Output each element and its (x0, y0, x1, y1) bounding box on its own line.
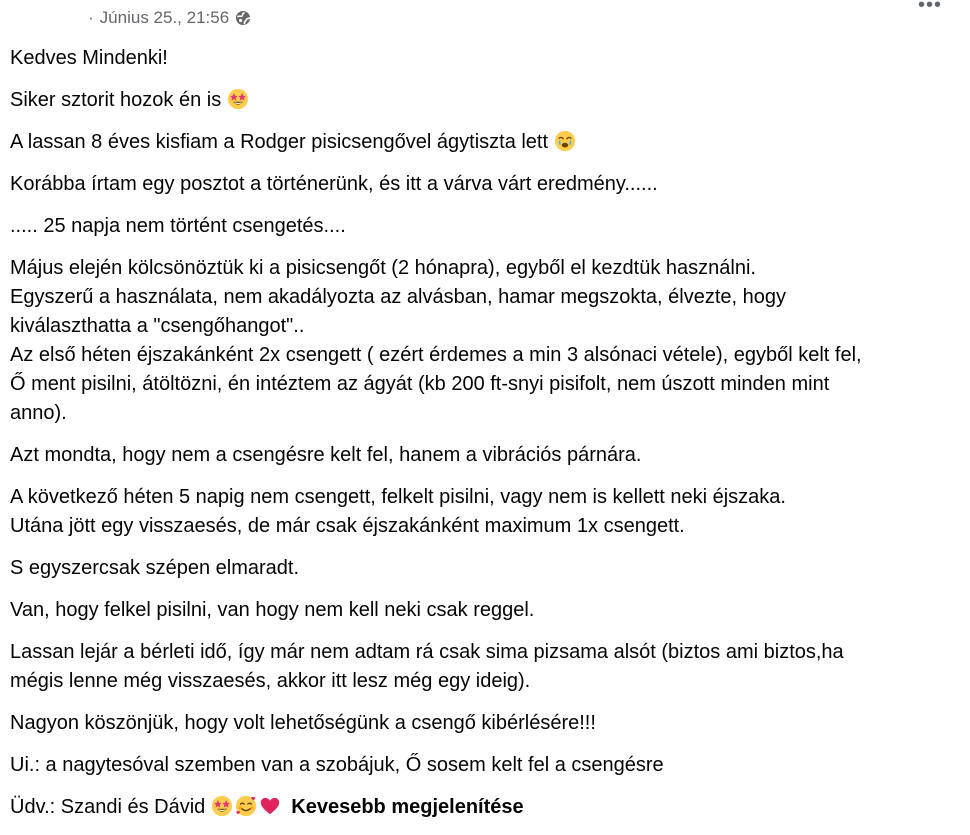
red-heart-emoji (259, 795, 281, 817)
post-paragraph (10, 638, 960, 696)
paragraph-line: A következő héten 5 napig nem csengett, felkelt pisilni, vagy nem is kellett neki éjszaka. (10, 486, 786, 508)
post-paragraph (10, 596, 960, 625)
paragraph-line: Utána jött egy visszaesés, de már csak éjszakánként maximum 1x csengett. (10, 515, 685, 537)
see-less-link[interactable]: Kevesebb megjelenítése (291, 796, 524, 818)
post-body (10, 44, 960, 835)
paragraph-line: kiválaszthatta a "csengőhangot".. (10, 315, 305, 337)
paragraph-line: Korábba írtam egy posztot a történerünk, és itt a várva várt eredmény...... (10, 173, 658, 195)
post-paragraph (10, 709, 960, 738)
post-signature (10, 793, 960, 822)
paragraph-line: mégis lenne még visszaesés, akkor itt lesz még egy ideig). (10, 670, 531, 692)
more-dots-icon[interactable]: ••• (917, 0, 942, 16)
post-paragraph (10, 212, 960, 241)
post-paragraph (10, 441, 960, 470)
post-paragraph (10, 86, 960, 115)
paragraph-line: Egyszerű a használata, nem akadályozta az alvásban, hamar megszokta, élvezte, hogy (10, 286, 786, 308)
paragraph-line: Ő ment pisilni, átöltözni, én intéztem az ágyát (kb 200 ft-snyi pisifolt, nem úszott minden mint (10, 373, 830, 395)
paragraph-line: Nagyon köszönjük, hogy volt lehetőségünk a csengő kibérlésére!!! (10, 712, 596, 734)
paragraph-line: Siker sztorit hozok én is (10, 86, 960, 115)
star-struck-emoji (211, 795, 233, 817)
paragraph-line: Lassan lejár a bérleti idő, így már nem adtam rá csak sima pizsama alsót (biztos ami biztos,ha (10, 641, 844, 663)
star-struck-emoji (227, 88, 249, 110)
post-paragraph (10, 483, 960, 541)
paragraph-line: A lassan 8 éves kisfiam a Rodger pisicsengővel ágytiszta lett (10, 128, 960, 157)
crying-face-emoji (554, 130, 576, 152)
paragraph-line: Május elején kölcsönöztük ki a pisicsengőt (2 hónapra), egyből el kezdtük használni. (10, 257, 756, 279)
post-paragraph (10, 254, 960, 428)
paragraph-line: S egyszercsak szépen elmaradt. (10, 557, 300, 579)
signature-text: Üdv.: Szandi és Dávid (10, 796, 206, 818)
paragraph-line: Ui.: a nagytesóval szemben van a szobájuk, Ő sosem kelt fel a csengésre (10, 754, 664, 776)
post-paragraph (10, 44, 960, 73)
post-paragraph (10, 751, 960, 780)
paragraph-line: Kedves Mindenki! (10, 47, 168, 69)
post-paragraph (10, 128, 960, 157)
paragraph-line: Az első héten éjszakánként 2x csengett ( ezért érdemes a min 3 alsónaci vétele), egyből kelt fel, (10, 344, 862, 366)
paragraph-line: anno). (10, 402, 67, 424)
post-meta (88, 6, 251, 30)
paragraph-line: ..... 25 napja nem történt csengetés.... (10, 215, 346, 237)
globe-icon[interactable] (235, 10, 251, 26)
paragraph-line: Azt mondta, hogy nem a csengésre kelt fel, hanem a vibrációs párnára. (10, 444, 642, 466)
smiling-face-with-hearts-emoji (235, 795, 257, 817)
meta-separator: · (88, 8, 94, 27)
post-paragraph (10, 554, 960, 583)
post-timestamp[interactable]: Június 25., 21:56 (99, 8, 230, 27)
paragraph-line: Van, hogy felkel pisilni, van hogy nem kell neki csak reggel. (10, 599, 535, 621)
post-paragraph (10, 170, 960, 199)
